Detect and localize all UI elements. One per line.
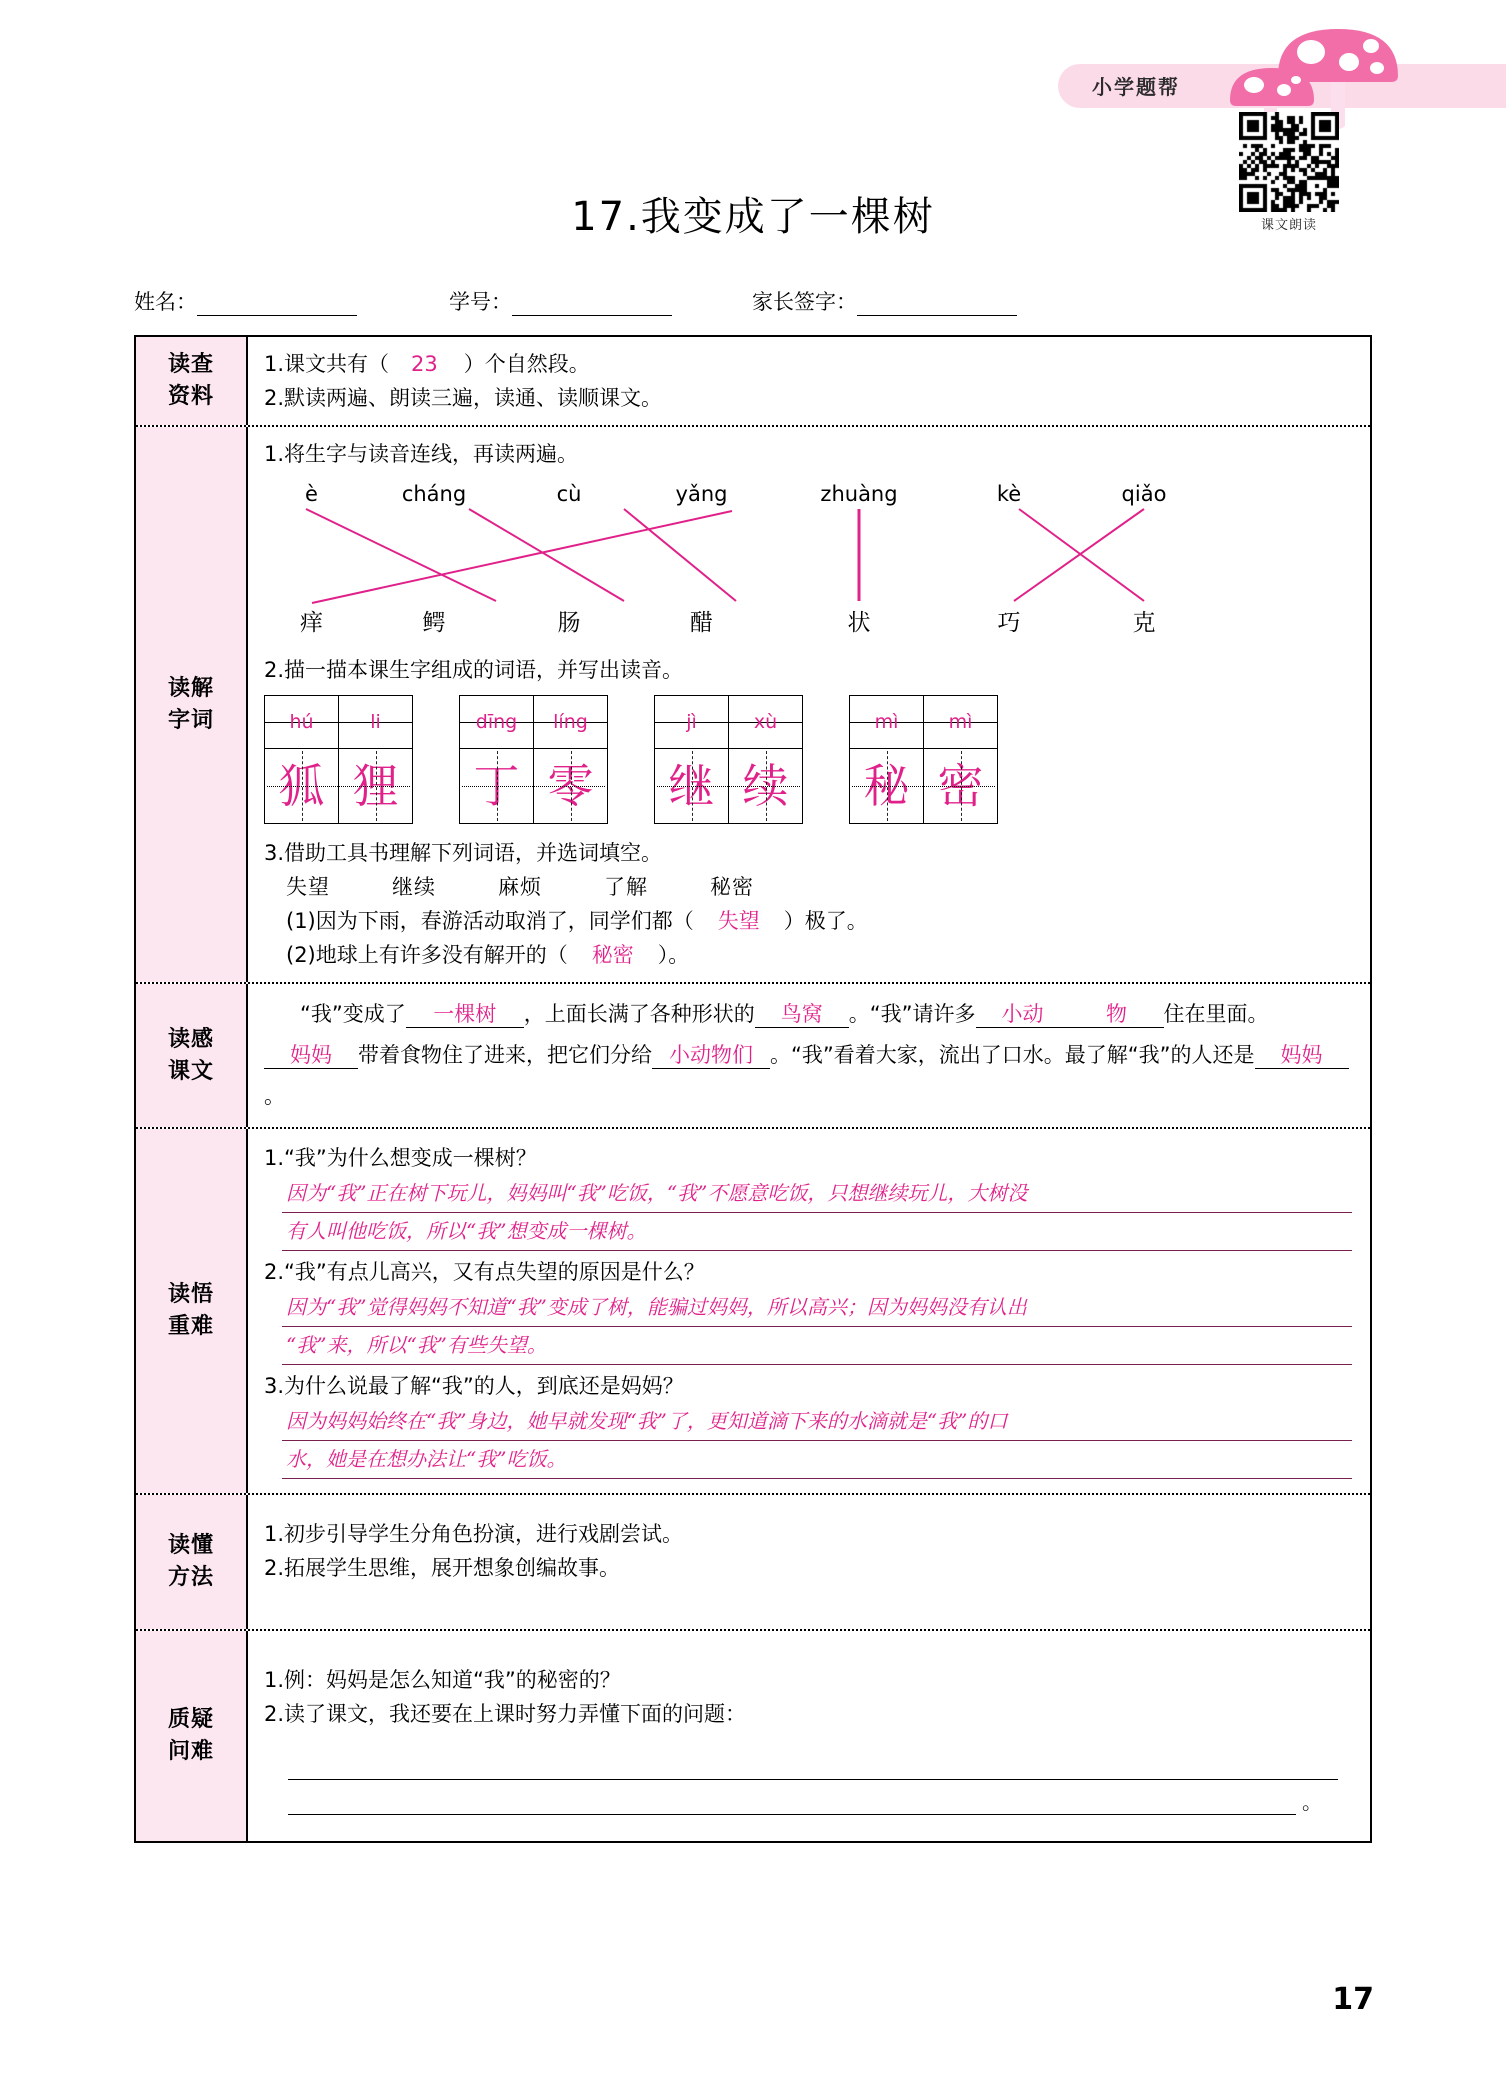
word-char-cell-1-0: 丁: [460, 749, 533, 823]
section-keypoints: [136, 1129, 1370, 1495]
keypoint-question-block-2: [264, 1369, 1356, 1479]
student-id-field[interactable]: [449, 286, 672, 316]
section-questioning: [136, 1631, 1370, 1841]
word-box-group-3[interactable]: [849, 695, 998, 824]
section-vocab-body: [248, 427, 1370, 982]
banner-label: 小学题帮: [1092, 75, 1180, 99]
vocab-q2-title: 2.描一描本课生字组成的词语，并写出读音。: [264, 658, 684, 683]
word-bank-item-4: 秘密: [710, 875, 754, 900]
word-box-group-2[interactable]: [654, 695, 803, 824]
student-id-input-line[interactable]: [512, 296, 672, 316]
pinyin-item-1: cháng: [401, 482, 467, 507]
comp-t5: 带着食物住了进来，把它们分给: [358, 1043, 652, 1068]
keypoint-question-block-1: [264, 1255, 1356, 1365]
word-box-group-1[interactable]: [459, 695, 608, 824]
word-pinyin-row-3: [849, 695, 998, 748]
section-questioning-category-line2: 问难: [167, 1739, 214, 1765]
hanzi-row: [264, 605, 1356, 642]
word-char-cell-0-1: 狸: [338, 749, 412, 823]
word-pinyin-cell-3-0: mì: [874, 710, 899, 733]
vocab-fill-2-suffix: ）。: [657, 943, 690, 968]
pinyin-item-0: è: [305, 482, 318, 507]
parent-signature-label: 家长签字：: [752, 290, 857, 314]
keypoint-answer-1-line-0[interactable]: 因为“我”觉得妈妈不知道“我”变成了树，能骗过妈妈，所以高兴；因为妈妈没有认出: [282, 1289, 1352, 1327]
vocab-q1-title: 1.将生字与读音连线，再读两遍。: [264, 442, 579, 467]
hanzi-item-6: 克: [1132, 610, 1156, 637]
comp-t7: 家，流出了口水。最了解“我”的人还是: [896, 1043, 1255, 1068]
pinyin-item-2: cù: [556, 482, 582, 507]
section-comprehension-category-line2: 课文: [167, 1058, 214, 1084]
survey-item-1-prefix: 1.课文共有（: [264, 352, 390, 376]
parent-signature-field[interactable]: [752, 286, 1017, 316]
questioning-item-2: 2.读了课文，我还要在上课时努力弄懂下面的问题：: [264, 1702, 747, 1727]
comp-blank-5[interactable]: 小动物们: [652, 1043, 770, 1069]
page-title: 17.我变成了一棵树: [571, 194, 935, 240]
section-comprehension-category-line1: 读感: [167, 1026, 214, 1052]
qr-caption: 课文朗读: [1260, 218, 1317, 233]
comp-t1: “我”变成了: [300, 1002, 406, 1027]
section-survey: [136, 337, 1370, 427]
word-pinyin-cell-3-1: mì: [923, 696, 997, 748]
answer-blank-line-1[interactable]: [288, 1745, 1338, 1780]
survey-item-1-answer[interactable]: 23: [411, 352, 438, 376]
word-char-cell-3-0: 秘: [850, 749, 923, 823]
word-pinyin-row-0: [264, 695, 413, 748]
vocab-fill-1-suffix: ）极了。: [783, 909, 868, 934]
section-vocab-category-line1: 读解: [167, 675, 214, 701]
section-vocab-category-line2: 字词: [167, 707, 214, 733]
student-info-row: [134, 286, 1134, 316]
word-bank: [264, 870, 1356, 904]
vocab-q3-title: 3.借助工具书理解下列词语，并选词填空。: [264, 841, 663, 866]
hanzi-item-0: 痒: [300, 610, 323, 637]
hanzi-item-4: 状: [847, 610, 871, 637]
vocab-fill-1: [264, 904, 1356, 938]
section-survey-category-line1: 读查: [167, 352, 214, 378]
keypoint-question-block-0: [264, 1141, 1356, 1251]
section-survey-category: [136, 337, 248, 425]
word-char-cell-2-0: 继: [655, 749, 728, 823]
word-pinyin-cell-0-0: hú: [289, 710, 314, 733]
name-input-line[interactable]: [197, 296, 357, 316]
worksheet-table: [134, 335, 1372, 1843]
section-methods: [136, 1495, 1370, 1631]
questioning-item-1: 1.例：妈妈是怎么知道“我”的秘密的？: [264, 1668, 621, 1693]
word-char-row-2: [654, 748, 803, 824]
keypoint-answer-1-line-1[interactable]: “我”来，所以“我”有些失望。: [282, 1327, 1352, 1365]
comp-blank-4[interactable]: 妈妈: [264, 1043, 358, 1069]
vocab-fill-2-answer[interactable]: 秘密: [591, 943, 634, 968]
section-questioning-body: [248, 1631, 1370, 1841]
word-pinyin-row-1: [459, 695, 608, 748]
section-comprehension-category: [136, 984, 248, 1127]
pinyin-item-6: qiǎo: [1121, 482, 1167, 507]
comp-blank-3a[interactable]: 小动: [976, 1002, 1070, 1028]
word-char-row-1: [459, 748, 608, 824]
header-banner: [1058, 58, 1506, 114]
survey-item-1: [264, 347, 1356, 381]
page-number: 17: [1332, 1982, 1374, 2017]
vocab-fill-2-prefix: (2)地球上有许多没有解开的（: [286, 943, 568, 968]
keypoint-answer-2-line-1[interactable]: 水，她是在想办法让“我”吃饭。: [282, 1441, 1352, 1479]
comp-t8: 。: [264, 1084, 285, 1108]
pinyin-item-4: zhuàng: [820, 482, 898, 507]
pinyin-matching-exercise[interactable]: [264, 477, 1356, 647]
section-vocab: [136, 427, 1370, 984]
section-methods-category: [136, 1495, 248, 1629]
word-pinyin-row-2: [654, 695, 803, 748]
word-pinyin-cell-1-1: líng: [533, 696, 607, 748]
word-bank-item-0: 失望: [286, 875, 330, 900]
pinyin-item-3: yǎng: [675, 482, 728, 507]
word-char-cell-0-0: 狐: [265, 749, 338, 823]
section-keypoints-category-line1: 读悟: [167, 1282, 214, 1308]
section-vocab-category: [136, 427, 248, 982]
keypoint-question-2: 3.为什么说最了解“我”的人，到底还是妈妈？: [264, 1373, 684, 1398]
section-comprehension-body: [248, 984, 1370, 1127]
character-writing-boxes[interactable]: [264, 695, 1356, 824]
section-methods-category-line1: 读懂: [167, 1533, 214, 1559]
word-char-cell-3-1: 密: [923, 749, 997, 823]
methods-item-1: 1.初步引导学生分角色扮演，进行戏剧尝试。: [264, 1521, 684, 1546]
section-comprehension: [136, 984, 1370, 1129]
keypoint-answer-2-line-0[interactable]: 因为妈妈始终在“我”身边，她早就发现“我”了，更知道滴下来的水滴就是“我”的口: [282, 1403, 1352, 1441]
keypoint-answer-0-line-1[interactable]: 有人叫他吃饭，所以“我”想变成一棵树。: [282, 1213, 1352, 1251]
section-survey-body: [248, 337, 1370, 425]
word-char-row-3: [849, 748, 998, 824]
section-questioning-category-line1: 质疑: [167, 1707, 214, 1733]
section-keypoints-category: [136, 1129, 248, 1493]
section-methods-body: [248, 1495, 1370, 1629]
methods-item-2: 2.拓展学生思维，展开想象创编故事。: [264, 1556, 621, 1580]
comp-blank-3b[interactable]: 物: [1070, 1002, 1164, 1028]
parent-signature-input-line[interactable]: [857, 296, 1017, 316]
comp-t4: 住在里面。: [1163, 1002, 1269, 1027]
word-bank-item-3: 了解: [604, 875, 648, 900]
word-bank-item-1: 继续: [392, 875, 436, 900]
answer-blank-line-2[interactable]: [288, 1780, 1322, 1815]
word-bank-item-2: 麻烦: [498, 875, 542, 900]
section-questioning-category: [136, 1631, 248, 1841]
survey-item-1-suffix: ）个自然段。: [463, 352, 590, 376]
trailing-period: 。: [1302, 1789, 1322, 1814]
word-char-row-0: [264, 748, 413, 824]
word-pinyin-cell-2-0: jì: [686, 710, 697, 733]
vocab-fill-1-prefix: (1)因为下雨，春游活动取消了，同学们都（: [286, 909, 694, 934]
section-keypoints-category-line2: 重难: [167, 1313, 214, 1339]
hanzi-item-5: 巧: [997, 610, 1021, 637]
word-pinyin-cell-0-1: li: [338, 696, 412, 748]
comp-t2: ，上面长满了各种形状的: [523, 1002, 755, 1027]
name-field[interactable]: [134, 286, 357, 316]
vocab-fill-2: [264, 938, 1356, 972]
word-box-group-0[interactable]: [264, 695, 413, 824]
section-methods-category-line2: 方法: [167, 1565, 214, 1590]
keypoint-question-0: 1.“我”为什么想变成一棵树？: [264, 1145, 537, 1170]
word-char-cell-1-1: 零: [533, 749, 607, 823]
name-label: 姓名：: [134, 290, 197, 314]
student-id-label: 学号：: [449, 290, 512, 314]
hanzi-item-2: 肠: [557, 610, 581, 637]
comp-blank-1[interactable]: 一棵树: [406, 1002, 524, 1028]
keypoint-question-1: 2.“我”有点儿高兴，又有点失望的原因是什么？: [264, 1259, 705, 1284]
word-pinyin-cell-2-1: xù: [728, 696, 802, 748]
keypoint-answer-0-line-0[interactable]: 因为“我”正在树下玩儿，妈妈叫“我”吃饭，“我”不愿意吃饭，只想继续玩儿，大树没: [282, 1175, 1352, 1213]
matching-lines: [264, 501, 1324, 611]
hanzi-item-3: 醋: [690, 610, 713, 637]
word-char-cell-2-1: 续: [728, 749, 802, 823]
hanzi-item-1: 鳄: [422, 610, 446, 637]
comp-t3: 。“我”请许多: [848, 1002, 976, 1027]
section-survey-category-line2: 资料: [167, 384, 214, 410]
survey-item-2: 2.默读两遍、朗读三遍，读通、读顺课文。: [264, 386, 663, 411]
section-keypoints-body: [248, 1129, 1370, 1493]
comp-t6: 。“我”看着大: [770, 1043, 897, 1068]
pinyin-item-5: kè: [996, 482, 1022, 507]
word-pinyin-cell-1-0: dīng: [475, 710, 518, 733]
vocab-fill-1-answer[interactable]: 失望: [717, 909, 760, 934]
comp-blank-6[interactable]: 妈妈: [1255, 1043, 1349, 1069]
comp-blank-2[interactable]: 鸟窝: [755, 1002, 849, 1028]
